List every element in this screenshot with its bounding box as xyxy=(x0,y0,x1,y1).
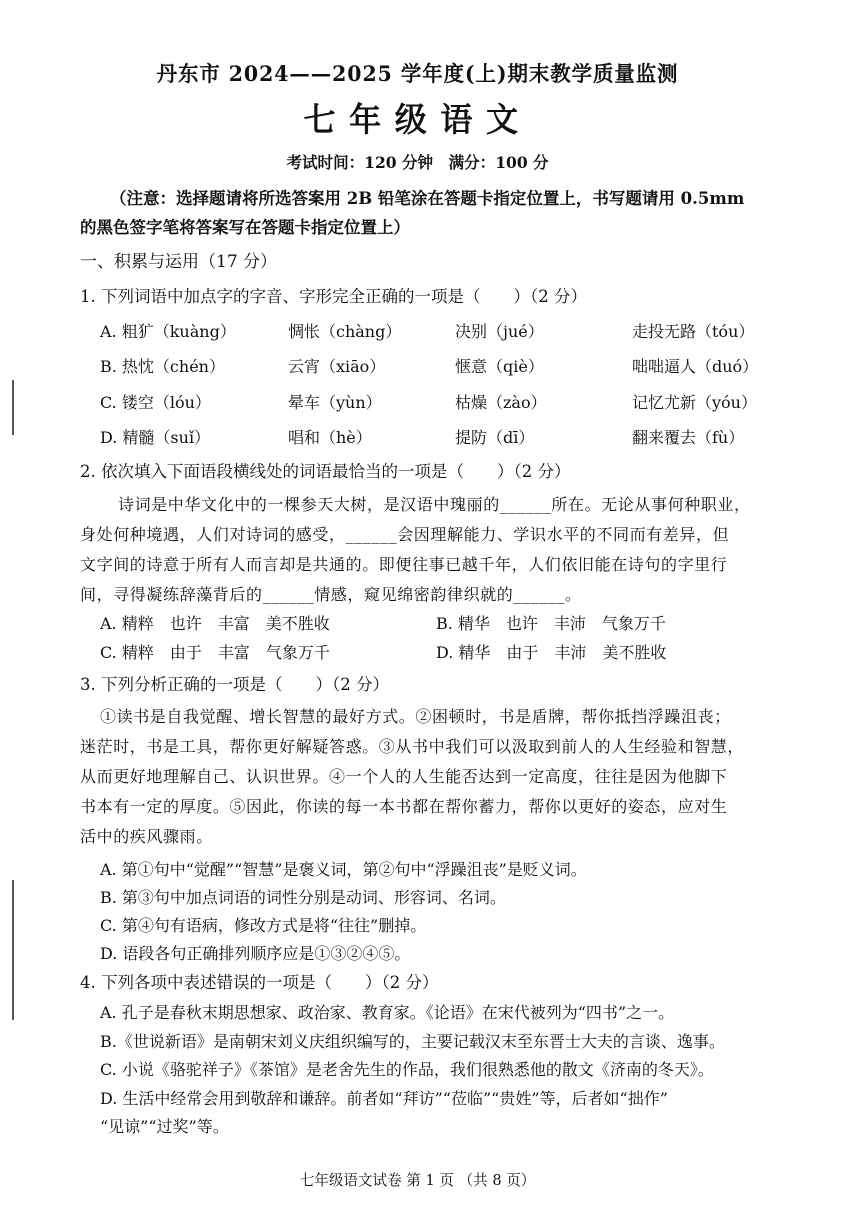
option-cell: D. 精华 由于 丰沛 美不胜收 xyxy=(436,643,667,662)
question-4-option: B.《世说新语》是南朝宋刘义庆组织编写的，主要记载汉末至东晋士大夫的言谈、逸事。 xyxy=(100,1032,725,1051)
question-2-passage-line: 文字间的诗意于所有人而言却是共通的。即便往事已越千年，人们依旧能在诗句的字里行 xyxy=(80,555,728,574)
question-2-stem: 2. 依次填入下面语段横线处的词语最恰当的一项是（ ）（2 分） xyxy=(80,462,571,481)
option-cell: D. 精髓（suǐ） xyxy=(100,428,211,447)
question-4-stem: 4. 下列各项中表述错误的一项是（ ）（2 分） xyxy=(80,973,439,992)
section-heading: 一、积累与运用（17 分） xyxy=(80,252,278,272)
question-3-passage-line: 书本有一定的厚度。⑤因此，你读的每一本书都在帮你蓄力，帮你以更好的姿态，应对生 xyxy=(80,797,728,816)
question-3-stem: 3. 下列分析正确的一项是（ ）（2 分） xyxy=(80,675,389,694)
question-2-passage-line: 诗词是中华文化中的一棵参天大树，是汉语中瑰丽的______所在。无论从事何种职业， xyxy=(118,495,751,514)
option-cell: C. 精粹 由于 丰富 气象万千 xyxy=(100,643,330,662)
option-cell: B. 精华 也许 丰沛 气象万千 xyxy=(436,614,666,633)
option-cell: 晕车（yùn） xyxy=(288,393,382,412)
option-cell: 决别（jué） xyxy=(455,322,544,341)
option-cell: 惆怅（chàng） xyxy=(288,322,402,341)
option-cell: A. 精粹 也许 丰富 美不胜收 xyxy=(100,614,330,633)
notice-line-1: （注意：选择题请将所选答案用 2B 铅笔涂在答题卡指定位置上，书写题请用 0.5mm xyxy=(110,189,745,208)
option-cell: 惬意（qiè） xyxy=(455,357,544,376)
option-cell: 记忆尤新（yóu） xyxy=(632,393,757,412)
option-cell: 唱和（hè） xyxy=(288,428,372,447)
question-3-passage-line: 迷茫时，书是工具，帮你更好解疑答惑。③从书中我们可以汲取到前人的人生经验和智慧， xyxy=(80,737,745,756)
question-2-passage-line: 身处何种境遇，人们对诗词的感受，______会因理解能力、学识水平的不同而有差异，但 xyxy=(80,525,730,544)
question-4-option: D. 生活中经常会用到敬辞和谦辞。前者如“拜访”“莅临”“贵姓”等，后者如“拙作” xyxy=(100,1089,668,1108)
option-cell: 翻来覆去（fù） xyxy=(632,428,745,447)
scan-edge-mark xyxy=(12,880,14,1020)
question-3-option: B. 第③句中加点词语的词性分别是动词、形容词、名词。 xyxy=(100,888,506,907)
option-cell: B. 热忱（chén） xyxy=(100,357,225,376)
question-3-option: D. 语段各句正确排列顺序应是①③②④⑤。 xyxy=(100,944,411,963)
option-cell: C. 镂空（lóu） xyxy=(100,393,211,412)
option-cell: 枯燥（zào） xyxy=(455,393,547,412)
exam-title: 丹东市 2024——2025 学年度(上)期末教学质量监测 xyxy=(156,61,679,86)
question-4-option: “见谅”“过奖”等。 xyxy=(100,1117,229,1136)
question-2-passage-line: 间，寻得凝练辞藻背后的______情感，窥见绵密韵律织就的______。 xyxy=(80,585,582,604)
option-cell: A. 粗犷（kuàng） xyxy=(100,322,236,341)
question-4-option: C. 小说《骆驼祥子》《茶馆》是老舍先生的作品，我们很熟悉他的散文《济南的冬天》。 xyxy=(100,1060,714,1079)
option-cell: 云宵（xiāo） xyxy=(288,357,386,376)
question-3-passage-line: ①读书是自我觉醒、增长智慧的最好方式。②困顿时，书是盾牌，帮你抵挡浮躁沮丧； xyxy=(100,707,731,726)
question-1-stem: 1. 下列词语中加点字的字音、字形完全正确的一项是（ ）（2 分） xyxy=(80,287,587,306)
option-cell: 咄咄逼人（duó） xyxy=(632,357,759,376)
page-footer: 七年级语文试卷 第 1 页 （共 8 页） xyxy=(299,1171,536,1189)
option-cell: 提防（dī） xyxy=(455,428,535,447)
exam-info: 考试时间：120 分钟 满分：100 分 xyxy=(286,153,549,172)
question-3-option: C. 第④句有语病，修改方式是将“往往”删掉。 xyxy=(100,916,427,935)
notice-line-2: 的黑色签字笔将答案写在答题卡指定位置上） xyxy=(80,218,410,237)
scan-edge-mark xyxy=(12,380,14,435)
subject-title: 七年级语文 xyxy=(303,100,532,139)
question-3-passage-line: 活中的疾风骤雨。 xyxy=(80,827,213,846)
question-3-passage-line: 从而更好地理解自己、认识世界。④一个人的人生能否达到一定高度，往往是因为他脚下 xyxy=(80,767,728,786)
option-cell: 走投无路（tóu） xyxy=(632,322,755,341)
question-4-option: A. 孔子是春秋末期思想家、政治家、教育家。《论语》在宋代被列为“四书”之一。 xyxy=(100,1003,675,1022)
question-3-option: A. 第①句中“觉醒”“智慧”是褒义词，第②句中“浮躁沮丧”是贬义词。 xyxy=(100,860,587,879)
